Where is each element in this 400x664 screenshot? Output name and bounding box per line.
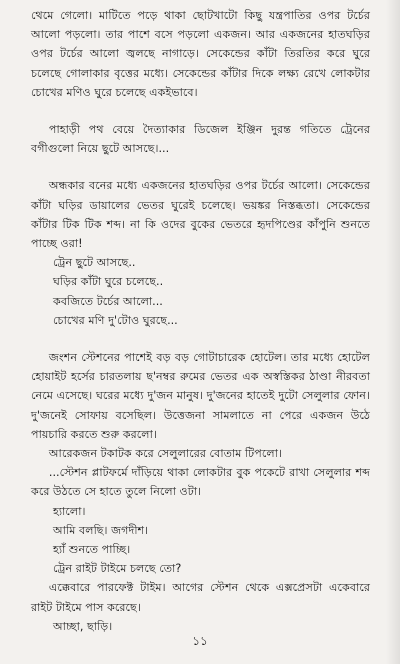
paragraph-3: অন্ধকার বনের মধ্যে একজনের হাতঘড়ির ওপর টর্চের আলো। সেকেন্ডের কাঁটা ঘড়ির ডায়ালের ভেতর ঘুরেই চলেছে। ভয়ঙ্কর নিস্তব্ধতা। সেকেন্ডের কাঁটার টিক টিক শব্দ। না কি ওদের বুকের ভেতরে হৃদপিণ্ডের কাঁপুনি শুনতে পাচ্ছে ওরা! — [31, 179, 370, 251]
paragraph-4: জংশন স্টেশনের পাশেই বড় বড় গোটাচারেক হোটেল। তার মধ্যে হোটেল হোয়াইট হর্সের চারতলায় ছ'নম্বর রুমের ভেতর এক অস্বস্তিকর ঠাণ্ডা নীরবতা নেমে এসেছে। ঘরের মধ্যে দু'জন মানুষ। দু'জনের হাতেই দুটো সেলুলার ফোন। দু'জনেই সোফায় বসেছিল। উত্তেজনা সামলাতে না পেরে একজন উঠে পায়চারি করতে শুরু করলো। — [31, 351, 370, 441]
dialogue-line-5: আচ্ছা, ছাড়ি। — [53, 619, 113, 633]
dialogue-line-2: আমি বলছি। জগদীশ। — [53, 523, 149, 537]
verse-line-4: চোখের মণি দু'টোও ঘুরছে... — [53, 313, 178, 327]
page-edge-shadow — [386, 0, 400, 664]
paragraph-1: থেমে গেলো। মাটিতে পড়ে থাকা ছোটখাটো কিছু যন্ত্রপাতির ওপর টর্চের আলো পড়লো। তার পাশে বসে পড়লো একজন। আর একজনের হাতঘড়ির ওপর টর্চের আলো জ্বলছে নাগাড়ে। সেকেন্ডের কাঁটা তিরতির করে ঘুরে চলেছে গোলাকার বৃত্তের মধ্যে। সেকেন্ডের কাঁটার দিকে লক্ষ্য রেখে লোকটার চোখের মণিও ঘুরে চলেছে একইভাবে। — [31, 9, 370, 99]
paragraph-5: আরেকজন টকাটক করে সেলুলারের বোতাম টিপলো। — [48, 447, 282, 461]
paragraph-6: ...স্টেশন প্লাটফর্মে দাঁড়িয়ে থাকা লোকটার বুক পকেটে রাখা সেলুলার শব্দ করে উঠতে সে হাতে তুলে নিলো ওটা। — [31, 466, 370, 499]
dialogue-line-4: ট্রেন রাইট টাইমে চলছে তো? — [53, 562, 182, 576]
verse-line-1: ট্রেন ছুটে আসছে.. — [53, 256, 136, 270]
verse-line-3: কবজিতে টর্চের আলো... — [53, 294, 163, 308]
page-number: ১১ — [192, 634, 208, 648]
dialogue-line-1: হ্যালো। — [53, 504, 86, 518]
verse-line-2: ঘড়ির কাঁটা ঘুরে চলেছে.. — [53, 275, 164, 289]
dialogue-line-3: হ্যাঁ শুনতে পাচ্ছি। — [53, 543, 131, 557]
paragraph-2: পাহাড়ী পথ বেয়ে দৈত্যাকার ডিজেল ইঞ্জিন দুরন্ত গতিতে ট্রেনের বগীগুলো নিয়ে ছুটে আসছে।... — [31, 123, 370, 156]
paragraph-7: এক্কেবারে পারফেক্ট টাইম। আগের স্টেশন থেকে এক্সপ্রেসটা একেবারে রাইট টাইমে পাস করেছে। — [31, 581, 370, 614]
